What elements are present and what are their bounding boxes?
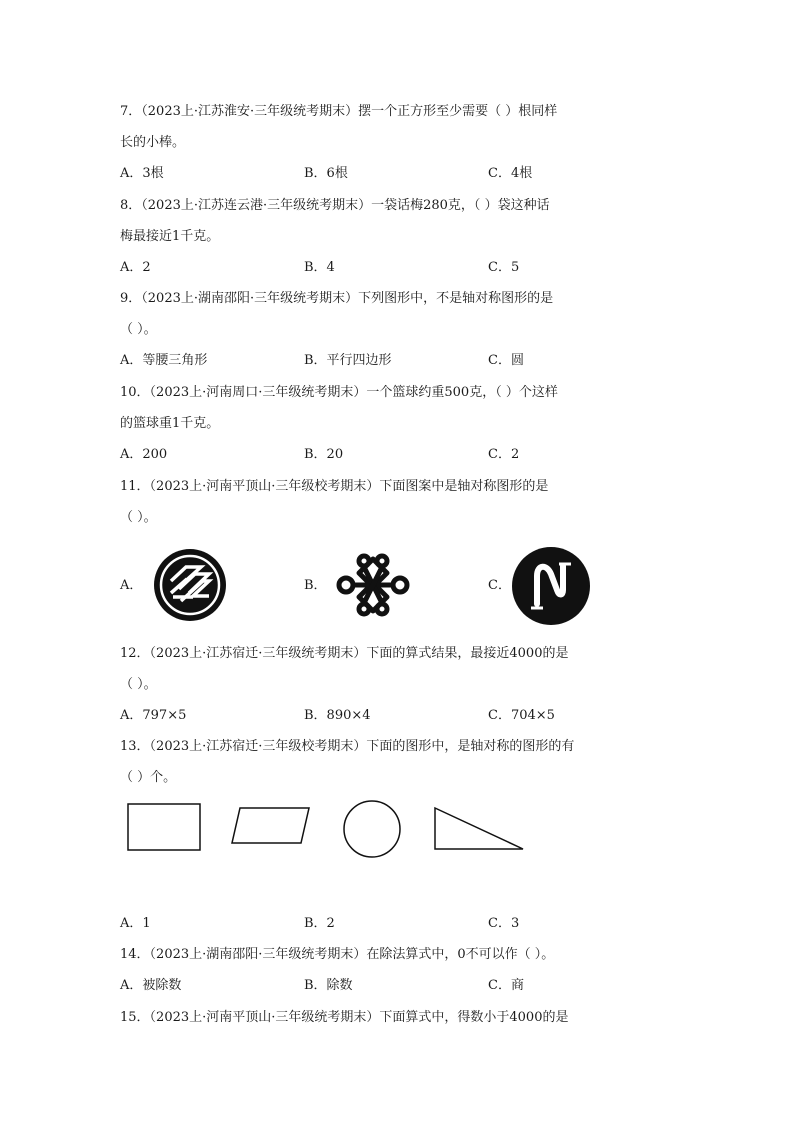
q9-option-b: B．平行四边形 [304, 353, 392, 368]
q13-stem-line1: 13．（2023上·江苏宿迁·三年级校考期末）下面的图形中，是轴对称的图形的有 [120, 739, 575, 754]
q11-stem-line1: 11．（2023上·河南平顶山·三年级校考期末）下面图案中是轴对称图形的是 [120, 479, 549, 494]
q12-option-c: C．704×5 [488, 708, 555, 723]
logo-c-image [511, 546, 591, 626]
q15-stem-line1: 15．（2023上·河南平顶山·三年级统考期末）下面算式中，得数小于4000的是 [120, 1010, 569, 1025]
q8-option-a: A．2 [120, 260, 151, 275]
q9-stem-line1: 9．（2023上·湖南邵阳·三年级统考期末）下列图形中，不是轴对称图形的是 [120, 291, 554, 306]
q12-option-b: B．890×4 [304, 708, 371, 723]
q11-stem-line2: （ ）。 [120, 510, 157, 525]
q10-option-a: A．200 [120, 447, 168, 462]
q10-stem-line2: 的篮球重1千克。 [120, 416, 220, 431]
q10-option-c: C．2 [488, 447, 520, 462]
q8-option-b: B．4 [304, 260, 335, 275]
q9-stem-line2: （ ）。 [120, 322, 157, 337]
q7-option-c: C．4根 [488, 166, 533, 181]
q7-option-b: B．6根 [304, 166, 348, 181]
q7-stem-line2: 长的小棒。 [120, 135, 186, 150]
right-triangle-figure [433, 806, 527, 854]
q9-option-c: C．圆 [488, 353, 524, 368]
q12-stem-line1: 12．（2023上·江苏宿迁·三年级统考期末）下面的算式结果，最接近4000的是 [120, 646, 569, 661]
q14-option-c: C．商 [488, 978, 524, 993]
q13-option-a: A．1 [120, 916, 151, 931]
logo-b-image [334, 553, 412, 617]
q12-stem-line2: （ ）。 [120, 677, 157, 692]
q9-option-a: A．等腰三角形 [120, 353, 208, 368]
q14-option-b: B．除数 [304, 978, 353, 993]
q11-option-b: B． [304, 578, 327, 593]
q13-option-b: B．2 [304, 916, 335, 931]
q14-option-a: A．被除数 [120, 978, 182, 993]
q13-stem-line2: （ ）个。 [120, 770, 177, 785]
q8-option-c: C．5 [488, 260, 520, 275]
q7-stem-line1: 7．（2023上·江苏淮安·三年级统考期末）摆一个正方形至少需要（ ）根同样 [120, 104, 558, 119]
q11-option-c: C． [488, 578, 511, 593]
q14-stem-line1: 14．（2023上·湖南邵阳·三年级统考期末）在除法算式中，0不可以作（ ）。 [120, 947, 555, 962]
rectangle-figure [126, 802, 204, 854]
q7-option-a: A．3根 [120, 166, 164, 181]
q13-option-c: C．3 [488, 916, 520, 931]
q10-stem-line1: 10．（2023上·河南周口·三年级统考期末）一个篮球约重500克，（ ）个这样 [120, 385, 558, 400]
q11-option-a: A． [120, 578, 143, 593]
parallelogram-figure [230, 806, 312, 846]
circle-figure [340, 797, 404, 861]
q8-stem-line2: 梅最接近1千克。 [120, 229, 220, 244]
q10-option-b: B．20 [304, 447, 344, 462]
q12-option-a: A．797×5 [120, 708, 187, 723]
logo-a-image [153, 548, 227, 622]
q8-stem-line1: 8．（2023上·江苏连云港·三年级统考期末）一袋话梅280克，（ ）袋这种话 [120, 198, 550, 213]
